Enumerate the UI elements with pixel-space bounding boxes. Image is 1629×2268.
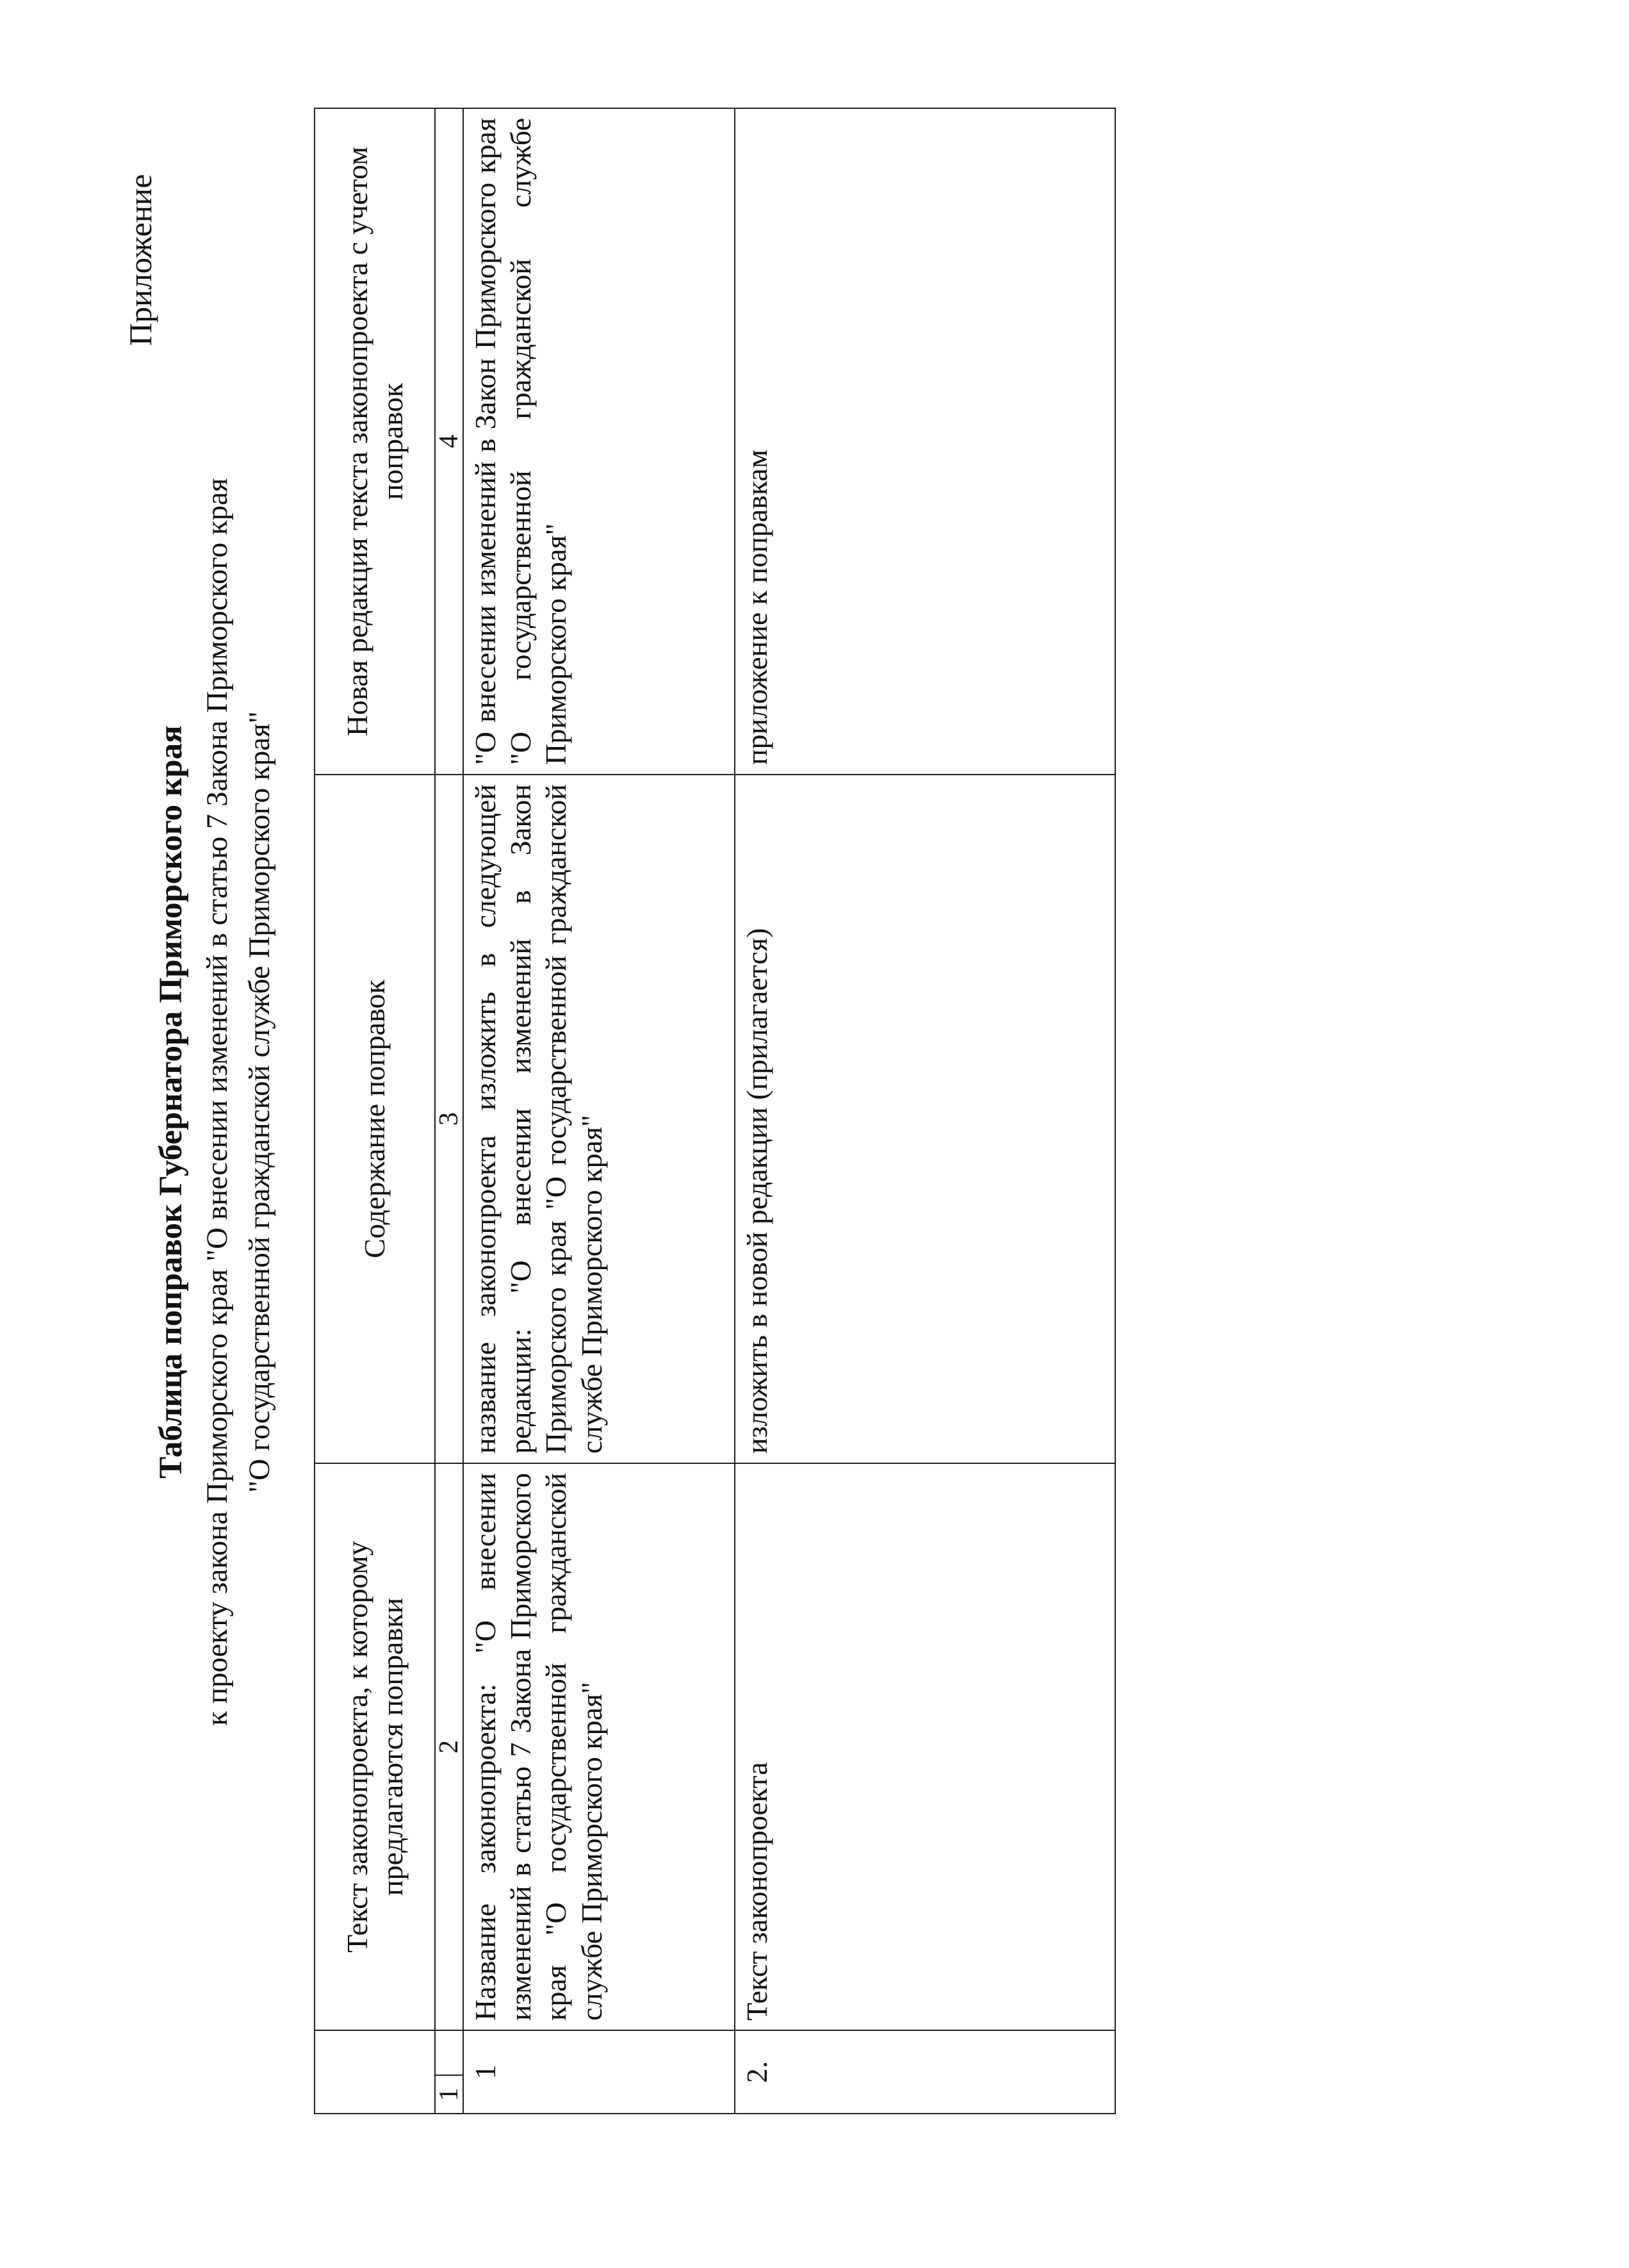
table-row (463, 108, 735, 2114)
source-text-cell: Текст законопроекта (735, 1463, 1115, 2030)
row-number-cell: 2. (735, 2030, 1115, 2114)
appendix-label: Приложение (122, 174, 158, 346)
row-number-cell: 1 (463, 2030, 735, 2114)
header-cell-source-text: Текст законопроекта, к которому предлагаются поправки (315, 1463, 435, 2030)
column-number-cell: 4 (435, 108, 463, 775)
amendments-table (314, 108, 1116, 2114)
new-text-cell: "О внесении изменений в Закон Приморского края "О государственной гражданской службе Приморского края" (463, 108, 735, 775)
table-header-row (315, 108, 435, 2114)
amendment-cell: название законопроекта изложить в следующей редакции: "О внесении изменений в Закон Приморского края "О государственной гражданской службе Приморского края" (463, 775, 735, 1463)
header-cell-amendment: Содержание поправок (315, 775, 435, 1463)
column-number-cell: 2 (435, 1463, 463, 2030)
document-subtitle-line1: к проекту закона Приморского края "О внесении изменений в статью 7 Закона Приморского края (201, 478, 234, 1726)
source-text-cell: Название законопроекта: "О внесении изменений в статью 7 Закона Приморского края "О государственной гражданской службе Приморского края" (463, 1463, 735, 2030)
new-text-cell: приложение к поправкам (735, 108, 1115, 775)
column-number-cell: 1 (435, 2075, 463, 2114)
table-row (735, 108, 1115, 2114)
column-number-cell: 3 (435, 775, 463, 1463)
amendment-cell: изложить в новой редакции (прилагается) (735, 775, 1115, 1463)
header-cell-number (315, 2030, 435, 2114)
header-cell-new-text: Новая редакция текста законопроекта с учетом поправок (315, 108, 435, 775)
column-number-row (435, 108, 463, 2114)
column-number-cell (435, 2030, 463, 2075)
document-title: Таблица поправок Губернатора Приморского края (153, 725, 189, 1479)
document-subtitle-line2: "О государственной гражданской службе Приморского края" (243, 711, 276, 1493)
